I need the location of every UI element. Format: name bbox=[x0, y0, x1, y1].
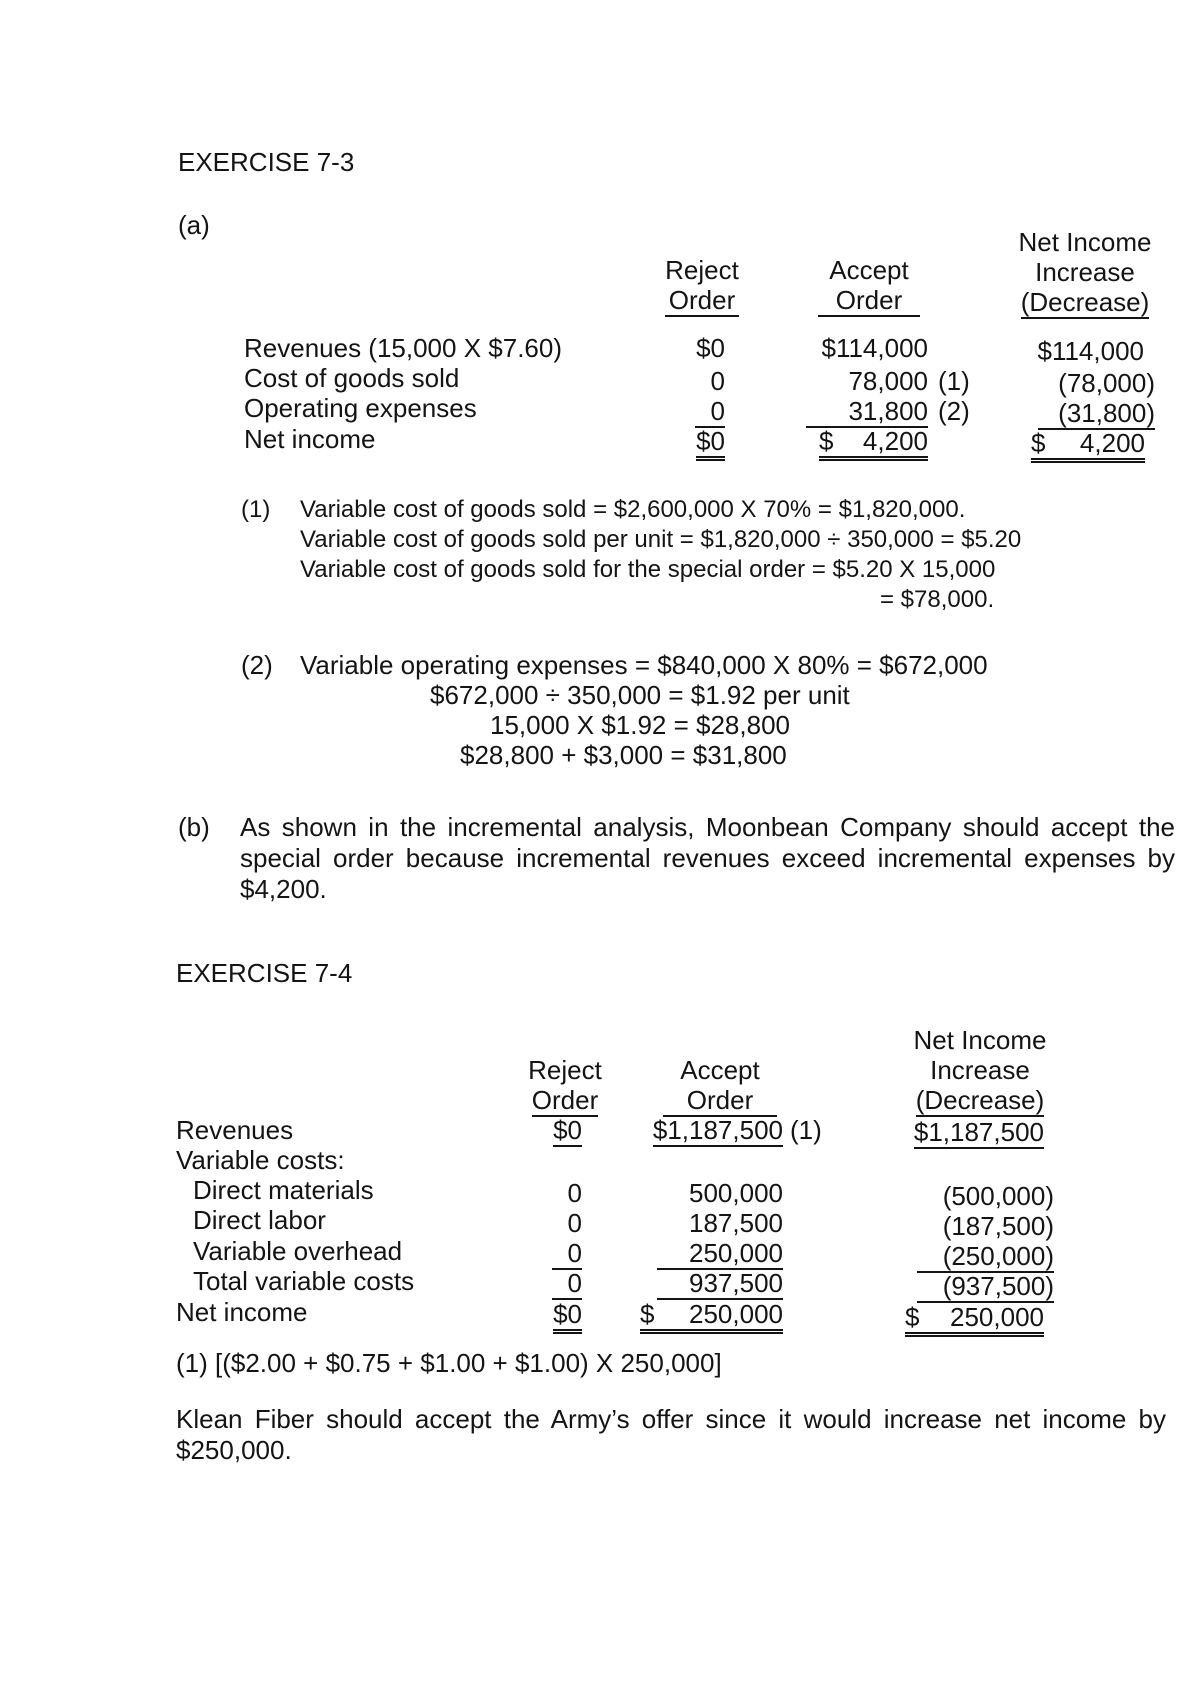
ex74-accept-variable-overhead bbox=[620, 1238, 783, 1270]
header-accept-order bbox=[799, 255, 939, 317]
header-net-line1: Net Income bbox=[1018, 227, 1152, 257]
ex74-label-net-income: Net income bbox=[176, 1297, 308, 1327]
accept-cogs: 78,000 bbox=[848, 366, 928, 396]
reject-net-income-value: $0 bbox=[696, 426, 725, 461]
ex74-reject-variable-overhead-value: 0 bbox=[552, 1238, 582, 1270]
row-label-cogs: Cost of goods sold bbox=[244, 363, 460, 393]
ex74-header-net-line2: Increase bbox=[930, 1055, 1030, 1085]
ex74-accept-net-income-box bbox=[640, 1299, 783, 1334]
ex74-net-revenues-value: $1,187,500 bbox=[913, 1117, 1044, 1147]
reject-cogs: 0 bbox=[710, 366, 725, 396]
note2-line2: $672,000 ÷ 350,000 = $1.92 per unit bbox=[430, 680, 850, 710]
note2-number: (2) bbox=[241, 650, 273, 680]
note1-line1: Variable cost of goods sold = $2,600,000 X 70% = $1,820,000. bbox=[300, 496, 966, 523]
ex74-net-net-income-box bbox=[905, 1302, 1044, 1337]
ex74-accept-net-income-value: 250,000 bbox=[689, 1299, 783, 1329]
ex74-accept-total-variable-costs bbox=[620, 1268, 783, 1300]
ex74-net-variable-overhead-value: (250,000) bbox=[917, 1241, 1054, 1273]
net-net-income bbox=[1031, 428, 1145, 463]
ex74-header-accept bbox=[640, 1055, 800, 1117]
note-ref-1: (1) bbox=[938, 366, 970, 396]
ex74-reject-total-variable-costs bbox=[520, 1268, 582, 1300]
ex74-note-ref-1: (1) bbox=[790, 1115, 822, 1145]
net-revenues: $114,000 bbox=[1037, 336, 1144, 366]
ex74-footnote: (1) [($2.00 + $0.75 + $1.00 + $1.00) X 250,000] bbox=[176, 1348, 722, 1378]
accept-net-income-dollar: $ bbox=[819, 426, 834, 456]
reject-operating-expenses bbox=[640, 396, 725, 428]
ex74-accept-net-income bbox=[640, 1299, 783, 1334]
row-label-net-income: Net income bbox=[244, 424, 376, 454]
ex74-reject-net-income-value: $0 bbox=[553, 1299, 582, 1334]
accept-net-income bbox=[819, 426, 928, 461]
ex74-net-revenues bbox=[880, 1117, 1044, 1149]
net-net-income-value: 4,200 bbox=[1079, 428, 1145, 458]
ex74-label-variable-overhead: Variable overhead bbox=[193, 1236, 403, 1266]
note1-number: (1) bbox=[241, 496, 271, 523]
ex74-reject-direct-labor: 0 bbox=[567, 1208, 582, 1238]
ex74-accept-revenues-value: $1,187,500 bbox=[652, 1115, 783, 1145]
ex74-reject-revenues bbox=[520, 1115, 582, 1147]
note2-line4: $28,800 + $3,000 = $31,800 bbox=[460, 740, 787, 770]
ex74-net-variable-overhead bbox=[880, 1241, 1054, 1273]
header-net-income bbox=[1000, 227, 1170, 319]
ex74-net-total-variable-costs bbox=[880, 1271, 1054, 1303]
ex74-header-reject-line2: Order bbox=[531, 1085, 599, 1115]
note1-line4: = $78,000. bbox=[880, 586, 995, 613]
ex74-label-direct-materials: Direct materials bbox=[193, 1175, 374, 1205]
ex74-reject-direct-materials: 0 bbox=[567, 1178, 582, 1208]
note2-line3: 15,000 X $1.92 = $28,800 bbox=[490, 710, 790, 740]
note-ref-2: (2) bbox=[938, 396, 970, 426]
exercise-7-4-title: EXERCISE 7-4 bbox=[176, 958, 353, 988]
reject-revenues: $0 bbox=[696, 333, 725, 363]
ex74-reject-total-variable-costs-value: 0 bbox=[552, 1268, 582, 1300]
ex74-label-variable-costs: Variable costs: bbox=[176, 1145, 345, 1175]
ex74-reject-variable-overhead bbox=[520, 1238, 582, 1270]
header-reject-line1: Reject bbox=[665, 255, 739, 285]
ex74-net-net-income bbox=[905, 1302, 1044, 1337]
ex74-label-direct-labor: Direct labor bbox=[193, 1205, 326, 1235]
header-reject-order bbox=[632, 255, 772, 317]
ex74-header-reject-line1: Reject bbox=[528, 1055, 602, 1085]
part-a-label: (a) bbox=[178, 210, 210, 240]
note1-line2: Variable cost of goods sold per unit = $1,820,000 ÷ 350,000 = $5.20 bbox=[300, 526, 1022, 553]
reject-operating-expenses-value: 0 bbox=[695, 396, 725, 428]
header-net-line3: (Decrease) bbox=[1020, 287, 1150, 317]
ex74-header-net-line1: Net Income bbox=[913, 1025, 1047, 1055]
ex74-label-total-variable-costs: Total variable costs bbox=[193, 1266, 415, 1296]
ex74-conclusion: Klean Fiber should accept the Army’s offer since it would increase net income by $250,000. bbox=[176, 1404, 1166, 1465]
net-cogs: (78,000) bbox=[1058, 368, 1155, 398]
ex74-header-net-line3: (Decrease) bbox=[915, 1085, 1045, 1115]
accept-operating-expenses bbox=[780, 396, 928, 428]
header-net-line2: Increase bbox=[1035, 257, 1135, 287]
ex74-accept-net-income-dollar: $ bbox=[640, 1299, 655, 1329]
ex74-net-net-income-value: 250,000 bbox=[950, 1302, 1044, 1332]
ex74-net-total-variable-costs-value: (937,500) bbox=[917, 1271, 1054, 1303]
net-net-income-box bbox=[1031, 428, 1145, 463]
ex74-accept-direct-labor: 187,500 bbox=[689, 1208, 783, 1238]
ex74-net-direct-materials: (500,000) bbox=[942, 1181, 1054, 1211]
accept-operating-expenses-value: 31,800 bbox=[806, 396, 928, 428]
net-net-income-dollar: $ bbox=[1031, 428, 1046, 458]
header-accept-line1: Accept bbox=[829, 255, 909, 285]
note2-line1: Variable operating expenses = $840,000 X 80% = $672,000 bbox=[300, 650, 988, 680]
ex74-reject-net-income bbox=[520, 1299, 582, 1334]
net-operating-expenses-value: (31,800) bbox=[1038, 398, 1155, 430]
ex74-accept-revenues bbox=[620, 1115, 783, 1147]
accept-revenues: $114,000 bbox=[821, 333, 928, 363]
ex74-header-accept-line2: Order bbox=[663, 1085, 777, 1117]
ex74-accept-total-variable-costs-value: 937,500 bbox=[657, 1268, 783, 1300]
ex74-header-accept-line1: Accept bbox=[680, 1055, 760, 1085]
accept-net-income-value: 4,200 bbox=[862, 426, 928, 456]
ex74-accept-variable-overhead-value: 250,000 bbox=[657, 1238, 783, 1270]
row-label-operating-expenses: Operating expenses bbox=[244, 393, 477, 423]
ex74-reject-revenues-value: $0 bbox=[553, 1115, 582, 1145]
note1-line3: Variable cost of goods sold for the special order = $5.20 X 15,000 bbox=[300, 556, 996, 583]
part-b-label: (b) bbox=[178, 812, 210, 842]
ex74-net-direct-labor: (187,500) bbox=[942, 1211, 1054, 1241]
reject-net-income bbox=[640, 426, 725, 461]
net-operating-expenses bbox=[1000, 398, 1155, 430]
row-label-revenues: Revenues (15,000 X $7.60) bbox=[244, 333, 562, 363]
ex74-header-net bbox=[895, 1025, 1065, 1117]
ex74-accept-direct-materials: 500,000 bbox=[689, 1178, 783, 1208]
ex74-net-net-income-dollar: $ bbox=[905, 1302, 920, 1332]
exercise-7-3-title: EXERCISE 7-3 bbox=[178, 147, 355, 177]
ex74-header-reject bbox=[520, 1055, 610, 1117]
ex73-conclusion: As shown in the incremental analysis, Moonbean Company should accept the special order because incremental revenues exceed incremental expenses by $4,200. bbox=[240, 812, 1175, 904]
accept-net-income-box bbox=[819, 426, 928, 461]
header-reject-line2: Order bbox=[665, 285, 739, 317]
ex74-label-revenues: Revenues bbox=[176, 1115, 294, 1145]
header-accept-line2: Order bbox=[818, 285, 920, 317]
